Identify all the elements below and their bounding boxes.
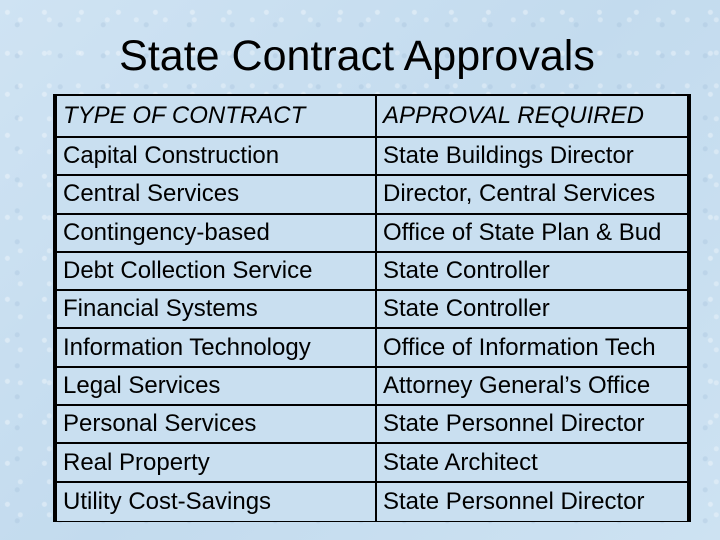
contract-type-cell: Utility Cost-Savings bbox=[57, 483, 375, 521]
contract-type-cell: Personal Services bbox=[57, 406, 375, 444]
header-type-of-contract: TYPE OF CONTRACT bbox=[57, 96, 375, 138]
table-row bbox=[57, 138, 687, 176]
table-row bbox=[57, 329, 687, 367]
contract-type-cell: Legal Services bbox=[57, 368, 375, 406]
table-row bbox=[57, 291, 687, 329]
approval-cell: State Buildings Director bbox=[377, 138, 687, 176]
contract-type-cell: Information Technology bbox=[57, 329, 375, 367]
approval-cell: Office of State Plan & Bud bbox=[377, 215, 687, 253]
approval-cell: Attorney General’s Office bbox=[377, 368, 687, 406]
approval-cell: Office of Information Tech bbox=[377, 329, 687, 367]
approval-cell: State Personnel Director bbox=[377, 483, 687, 521]
page-title: State Contract Approvals bbox=[119, 32, 595, 80]
header-approval-required: APPROVAL REQUIRED bbox=[377, 96, 687, 138]
contract-type-cell: Capital Construction bbox=[57, 138, 375, 176]
table-row bbox=[57, 368, 687, 406]
table-header-row bbox=[57, 96, 687, 138]
table-row bbox=[57, 483, 687, 521]
approval-cell: State Architect bbox=[377, 444, 687, 482]
approval-cell: State Controller bbox=[377, 253, 687, 291]
contract-type-cell: Contingency-based bbox=[57, 215, 375, 253]
contract-type-cell: Financial Systems bbox=[57, 291, 375, 329]
contract-type-cell: Central Services bbox=[57, 176, 375, 214]
contract-type-cell: Debt Collection Service bbox=[57, 253, 375, 291]
contract-type-cell: Real Property bbox=[57, 444, 375, 482]
table-row bbox=[57, 176, 687, 214]
approval-cell: State Personnel Director bbox=[377, 406, 687, 444]
approval-cell: Director, Central Services bbox=[377, 176, 687, 214]
table-row bbox=[57, 444, 687, 482]
table-row bbox=[57, 253, 687, 291]
contract-approvals-table bbox=[53, 94, 691, 522]
table-row bbox=[57, 215, 687, 253]
table-row bbox=[57, 406, 687, 444]
approval-cell: State Controller bbox=[377, 291, 687, 329]
